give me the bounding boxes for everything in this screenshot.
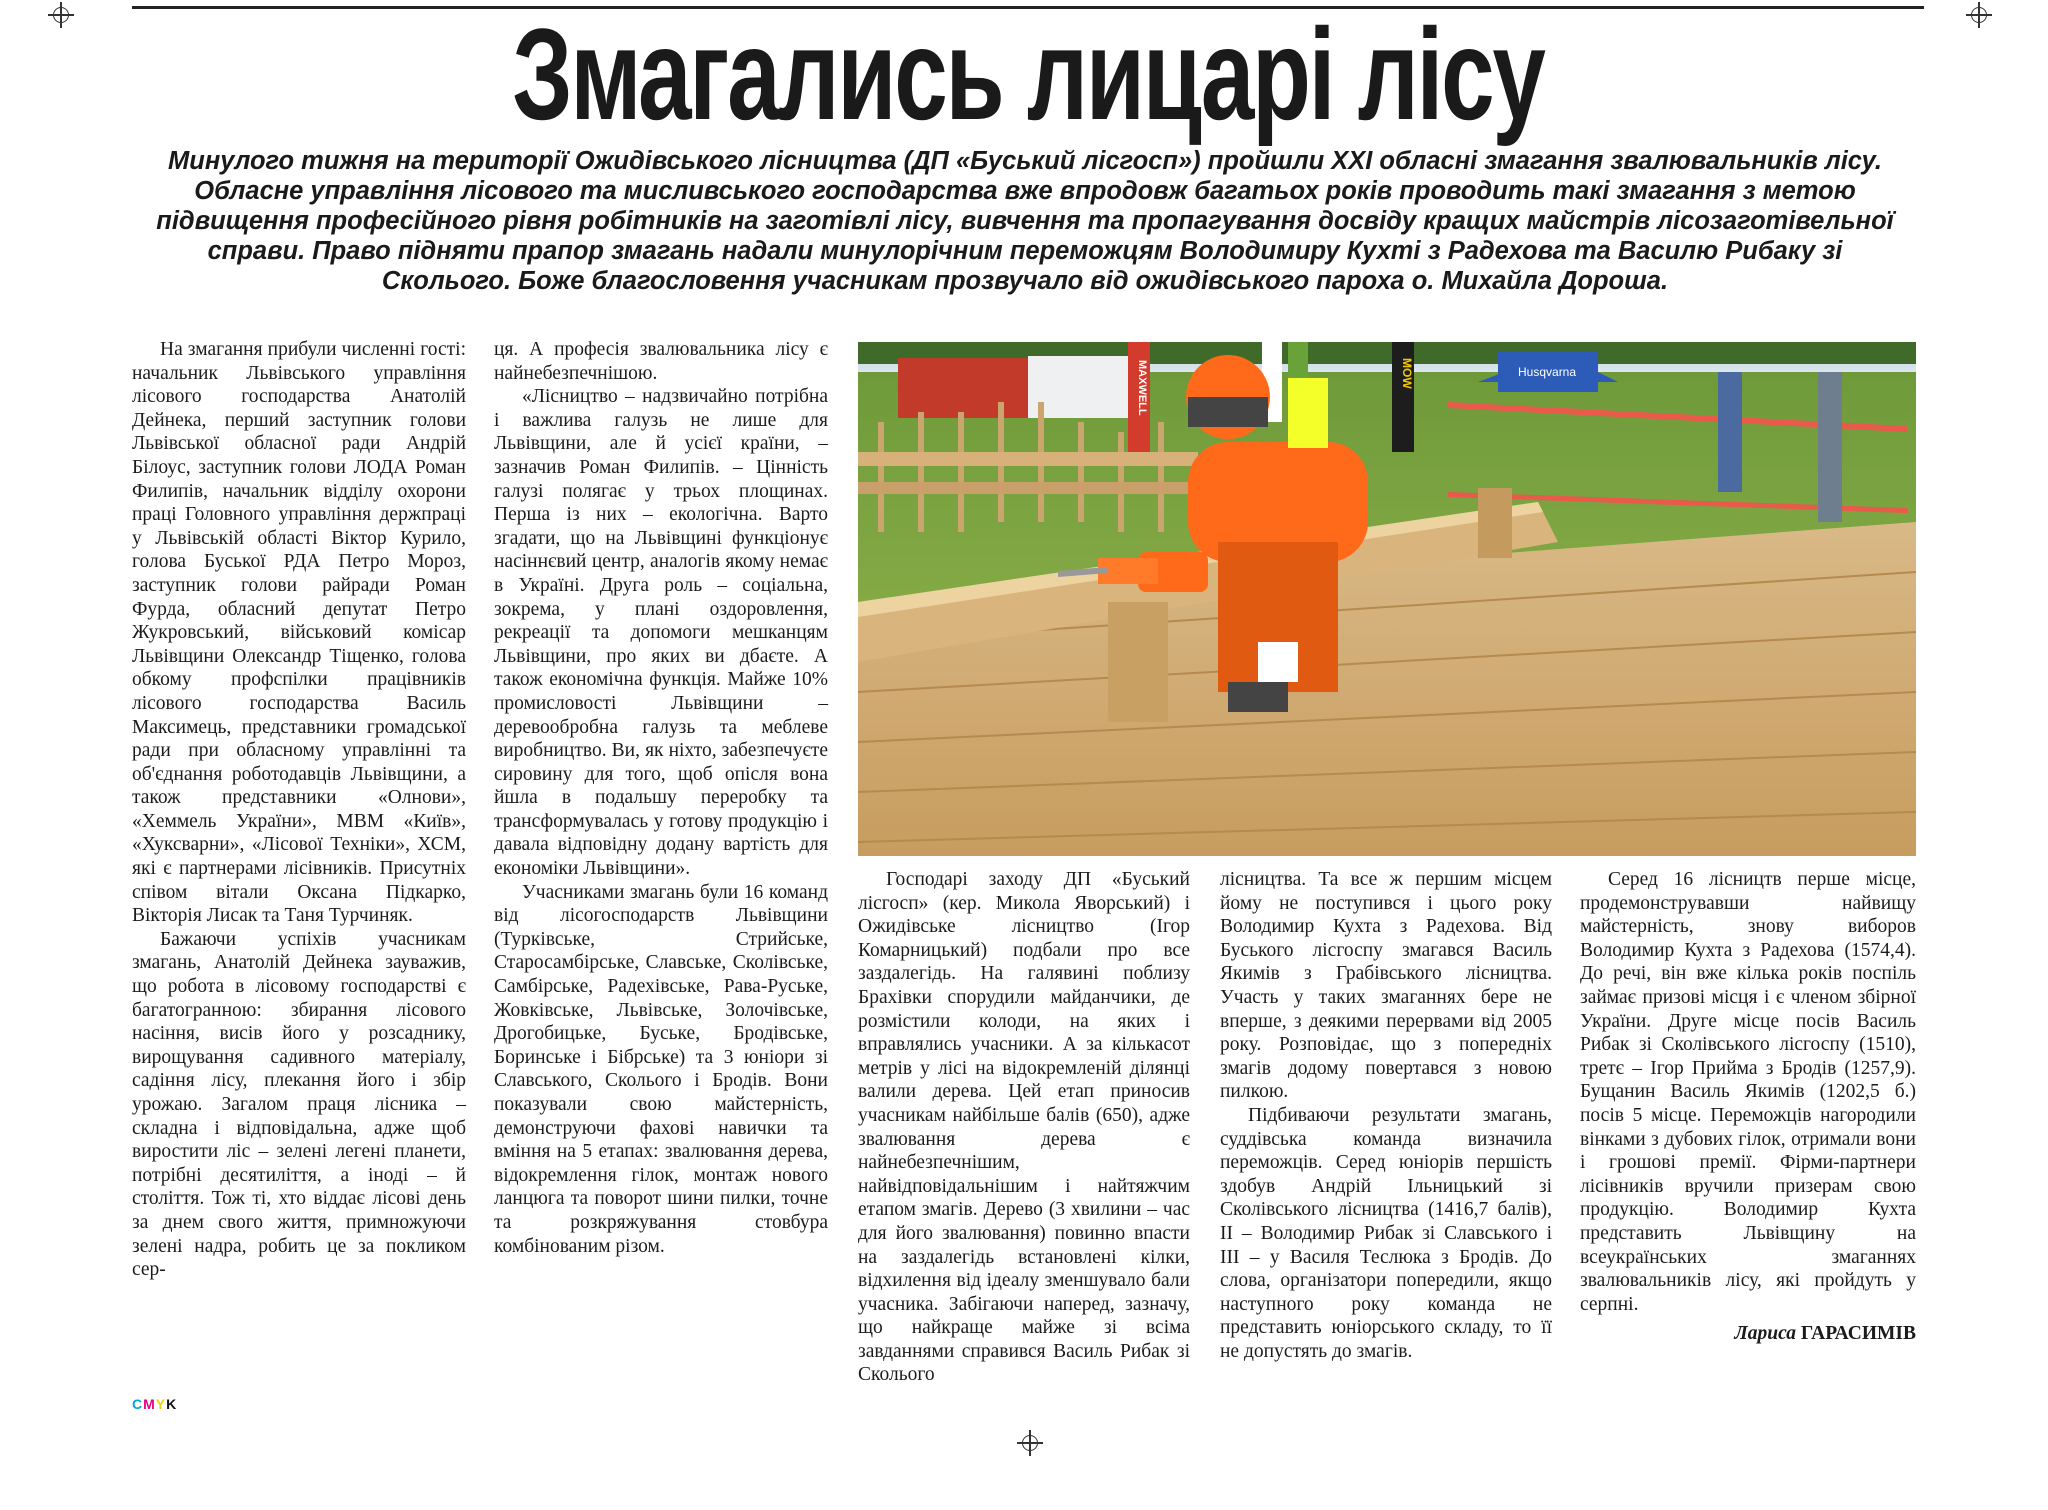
headline: Змагались лицарі лісу	[512, 1, 1544, 147]
registration-mark-bottom	[1017, 1430, 1043, 1456]
cmyk-print-mark	[132, 1396, 177, 1412]
text-column-5	[1580, 868, 1916, 1346]
tent-label: Husqvarna	[1518, 365, 1577, 379]
paragraph: Підбиваючи результати змагань, суддівська команда визначила переможців. Серед юніорів першість здобув Андрій Ільницький зі Сколівського лісництва (1416,7 балів), II – Володимир Рибак зі Славського і III – у Василя Теслюка з Бродів. До слова, організатори попередили, якщо наступного року команда не представить юніорського складу, то її не допустять до змагів.	[1220, 1104, 1552, 1362]
text-column-4	[1220, 868, 1552, 1363]
author-first-name: Лариса	[1734, 1323, 1796, 1345]
paragraph: «Лісництво – надзвичайно потрібна і важлива галузь не лише для Львівщини, але й усієї країни, – зазначив Роман Филипів. – Цінність галузі полягає у трьох площинах. Перша із них – екологічна. Варто згадати, що на Львівщині функціонує насіннєвий центр, аналогів якому немає в Україні. Друга роль – соціальна, зокрема, у плані оздоровлення, рекреації та допомоги мешканцям Львівщини, про яких ви дбаєте. А також економічна функція. Майже 10% промисловості Львівщини – деревообробна галузь та меблеве виробництво. Ви, як ніхто, забезпечуєте сировину для того, щоб опісля вона йшла в подальшу переробку та трансформувалась у готову продукцію і давала відповідну додану вартість для економіки Львівщини».	[494, 386, 828, 880]
cmyk-c: C	[132, 1396, 144, 1412]
cmyk-k: K	[166, 1396, 178, 1412]
cmyk-m: M	[143, 1396, 156, 1412]
text-column-3	[858, 868, 1190, 1387]
registration-mark-top-left	[48, 2, 74, 28]
banner-mow-text: MOW	[1400, 358, 1414, 389]
lumberjack-photo	[858, 342, 1916, 856]
banner-maxwell-text: MAXWELL	[1136, 360, 1148, 416]
registration-mark-top-right	[1966, 2, 1992, 28]
paragraph: лісництва. Та все ж першим місцем йому не поступився і цього року Володимир Кухта з Радехова. Від Буського лісгоспу змагався Василь Якимів з Грабівського лісництва. Участь у таких змаганнях бере не вперше, з деякими перервами від 2005 року. Розповідає, що з попередніх змагів додому повертався з новою пилкою.	[1220, 869, 1552, 1103]
lead-paragraph: Минулого тижня на території Ожидівського лісництва (ДП «Буський лісгосп») пройшли XXI обласні змагання звалювальників лісу. Обласне управління лісового та мисливського господарства вже впродовж багатьох років проводить такі змагання з метою підвищення професійного рівня робітників на заготівлі лісу, вивчення та пропагування досвіду кращих майстрів лісозаготівельної справи. Право підняти прапор змагань надали минулорічним переможцям Володимиру Кухті з Радехова та Василю Рибаку зі Сколього. Боже благословення учасникам прозвучало від ожидівського пароха о. Михайла Дороша.	[156, 147, 1894, 295]
paragraph: Учасниками змагань були 16 команд від лісогосподарств Львівщини (Турківське, Стрийське, Старосамбірське, Славське, Сколівське, Самбірське, Радехівське, Рава-Руське, Жовківське, Львівське, Золочівське, Дрогобицьке, Буське, Бродівське, Боринське і Бібрське) та 3 юніори зі Славського, Сколього і Бродів. Вони показували свою майстерність, демонструючи фахові навички та вміння на 5 етапах: звалювання дерева, відокремлення гілок, монтаж нового ланцюга та поворот шини пилки, точне та розкряжування стовбура комбінованим різом.	[494, 881, 828, 1257]
text-column-2	[494, 338, 828, 1258]
paragraph: Серед 16 лісництв перше місце, продемонструвавши найвищу майстерність, знову виборов Володимир Кухта з Радехова (1574,4). До речі, він вже кілька років поспіль займає призові місця і є членом збірної України. Друге місце посів Василь Рибак зі Сколівського лісгоспу (1510), третє – Ігор Прийма з Бродів (1257,9). Бущанин Василь Якимів (1202,5 б.) посів 5 місце. Переможців нагородили вінками з дубових гілок, отримали вони і грошові премії. Фірми-партнери лісівників вручили призерам свою продукцію. Володимир Кухта представить Львівщину на всеукраїнських змаганнях звалювальників лісу, які пройдуть у серпні.	[1580, 869, 1916, 1315]
paragraph: Господарі заходу ДП «Буський лісгосп» (кер. Микола Яворський) і Ожидівське лісництво (Ігор Комарницький) подбали про все заздалегідь. На галявині поблизу Брахівки спорудили майданчики, де розмістили колоди, на яких і вправлялись учасники. А за кількасот метрів у лісі на відокремленій ділянці валили дерева. Цей етап приносив учасникам найбільше балів (650), адже звалювання дерева є найнебезпечнішим, найвідповідальнішим і найтяжчим етапом змагів. Дерево (3 хвилини – час для його звалювання) повинно впасти на заздалегідь встановлені кілки, відхилення від ідеалу зменшувало бали учасника. Забігаючи наперед, зазначу, що найкраще майже зі всіма завданнями справився Василь Рибак зі Сколього	[858, 869, 1190, 1386]
cmyk-y: Y	[155, 1396, 167, 1412]
text-column-1	[132, 338, 466, 1282]
paragraph: Бажаючи успіхів учасникам змагань, Анатолій Дейнека зауважив, що робота в лісовому господарстві є багатогранною: збирання лісового насіння, висів його у розсаднику, вирощування садивного матеріалу, садіння лісу, плекання його і збір урожаю. Загалом праця лісника – складна і відповідальна, адже щоб виростити ліс – зелені легені планети, потрібні десятиліття, а іноді – й століття. Тож ті, хто віддає лісові день за днем свого життя, примножуючи зелені надра, робить це за покликом сер-	[132, 928, 466, 1281]
paragraph: ця. А професія звалювальника лісу є найнебезпечнішою.	[494, 339, 828, 384]
author-signature	[1580, 1322, 1916, 1346]
paragraph: На змагання прибули численні гості: начальник Львівського управління лісового господарства Анатолій Дейнека, перший заступник голови Львівської обласної ради Андрій Білоус, заступник голови ЛОДА Роман Филипів, начальник відділу охорони праці Головного управління держпраці у Львівській області Віктор Курило, голова Буської РДА Петро Мороз, заступник голови райради Роман Фурда, обласний депутат Петро Жукровський, військовий комісар Львівщини Олександр Тіщенко, голова обкому профспілки працівників лісового господарства Василь Максимець, представники громадської ради при обласному управлінні та об'єднання роботодавців Львівщини, а також представники «Олнови», «Хеммель України», МВМ «Київ», «Хуксварни», «Лісової Техніки», ХСМ, які є партнерами лісівників. Присутніх співом вітали Оксана Підкарко, Вікторія Лисак та Таня Турчиняк.	[132, 339, 466, 927]
author-last-name: ГАРАСИМІВ	[1800, 1323, 1916, 1345]
